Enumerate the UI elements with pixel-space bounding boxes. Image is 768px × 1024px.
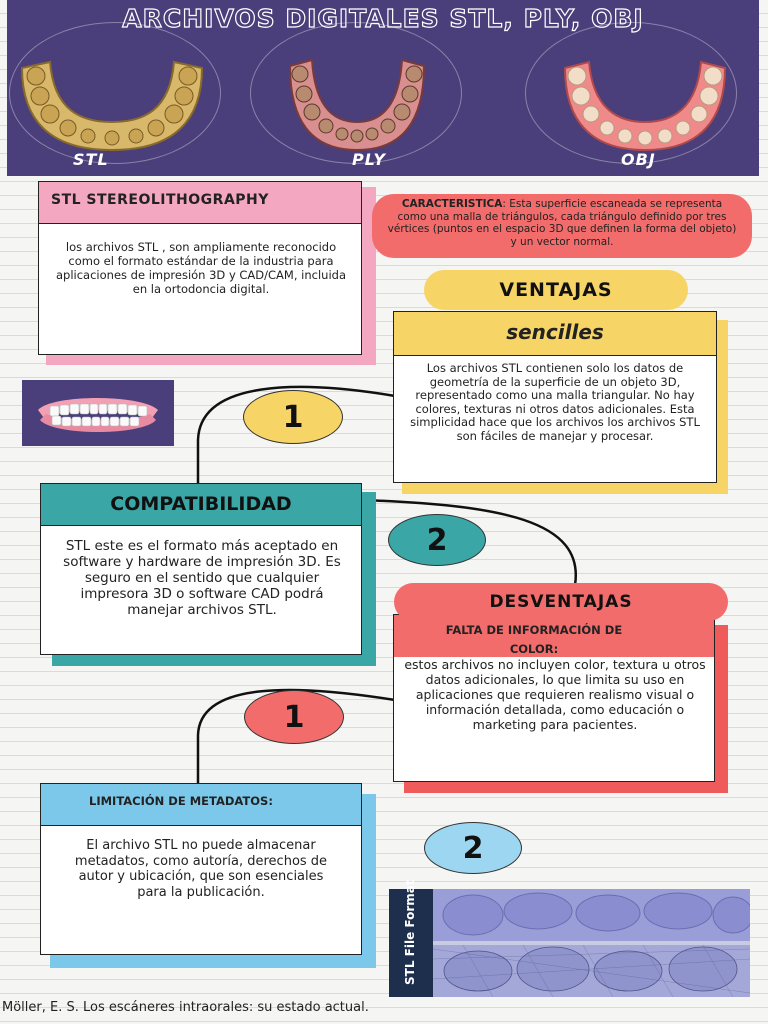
desventaja-number-1: 1 [244, 690, 344, 744]
ply-label: PLY [352, 150, 387, 169]
stl-label: STL [73, 150, 109, 169]
desventaja-number-2: 2 [424, 822, 522, 874]
compatibilidad-body: STL este es el formato más aceptado en software y hardware de impresión 3D. Es seguro en el sentido que cualquier impresora 3D o software CAD podrá manejar archivos STL. [63, 538, 341, 618]
caracteristica-body: : Esta superficie escaneada se representa como una malla de triángulos, cada triángulo definido por tres vértices (puntos en el espacio 3D que definen la forma del objeto) y un vector normal. [387, 198, 737, 248]
obj-label: OBJ [621, 150, 656, 169]
ventaja-number-1: 1 [243, 390, 343, 444]
dentures-image [22, 380, 174, 446]
stl-format-label: STL File Format [403, 879, 417, 985]
ventaja-number-2: 2 [388, 514, 486, 566]
sencilles-card [393, 311, 717, 483]
falta-color-title: FALTA DE INFORMACIÓN DE COLOR: [445, 623, 623, 656]
reference-citation: Möller, E. S. Los escáneres intraorales: su estado actual. [2, 1000, 369, 1015]
metadatos-card [40, 783, 362, 955]
stl-box-heading: STL STEREOLITHOGRAPHY [51, 192, 269, 208]
compatibilidad-card [40, 483, 362, 655]
caracteristica-box [372, 194, 752, 258]
compatibilidad-title: COMPATIBILIDAD [110, 493, 292, 515]
stl-format-label-bg [389, 879, 433, 997]
sencilles-body: Los archivos STL contienen solo los datos de geometría de la superficie de un objeto 3D, representado como una malla triangular. No hay colores, texturas ni otros datos adicionales. Esta simplicidad hace que los archivos los archivos STL son fáciles de manejar y procesar. [410, 361, 700, 443]
stl-box-body: los archivos STL , son ampliamente reconocido como el formato estándar de la industria para aplicaciones de impresión 3D y CAD/CAM, incluida en la ortodoncia digital. [56, 240, 346, 296]
page-title: ARCHIVOS DIGITALES STL, PLY, OBJ [122, 4, 644, 33]
stl-mesh-image [433, 889, 750, 997]
falta-color-body: estos archivos no incluyen color, textura u otros datos adicionales, lo que limita su uso en aplicaciones que requieren realismo visual o información detallada, como educación o marketing para pacientes. [404, 657, 706, 732]
sencilles-title: sencilles [506, 320, 604, 344]
desventajas-pill: DESVENTAJAS [394, 583, 728, 621]
caracteristica-text [386, 198, 738, 248]
metadatos-title: LIMITACIÓN DE METADATOS: [89, 794, 273, 808]
ventajas-pill: VENTAJAS [424, 270, 688, 310]
metadatos-body: El archivo STL no puede almacenar metadatos, como autoría, derechos de autor y ubicación, que son esenciales para la publicación. [74, 838, 328, 900]
caracteristica-label: CARACTERISTICA [401, 198, 503, 210]
falta-color-card [393, 614, 715, 782]
stl-box [38, 181, 362, 355]
